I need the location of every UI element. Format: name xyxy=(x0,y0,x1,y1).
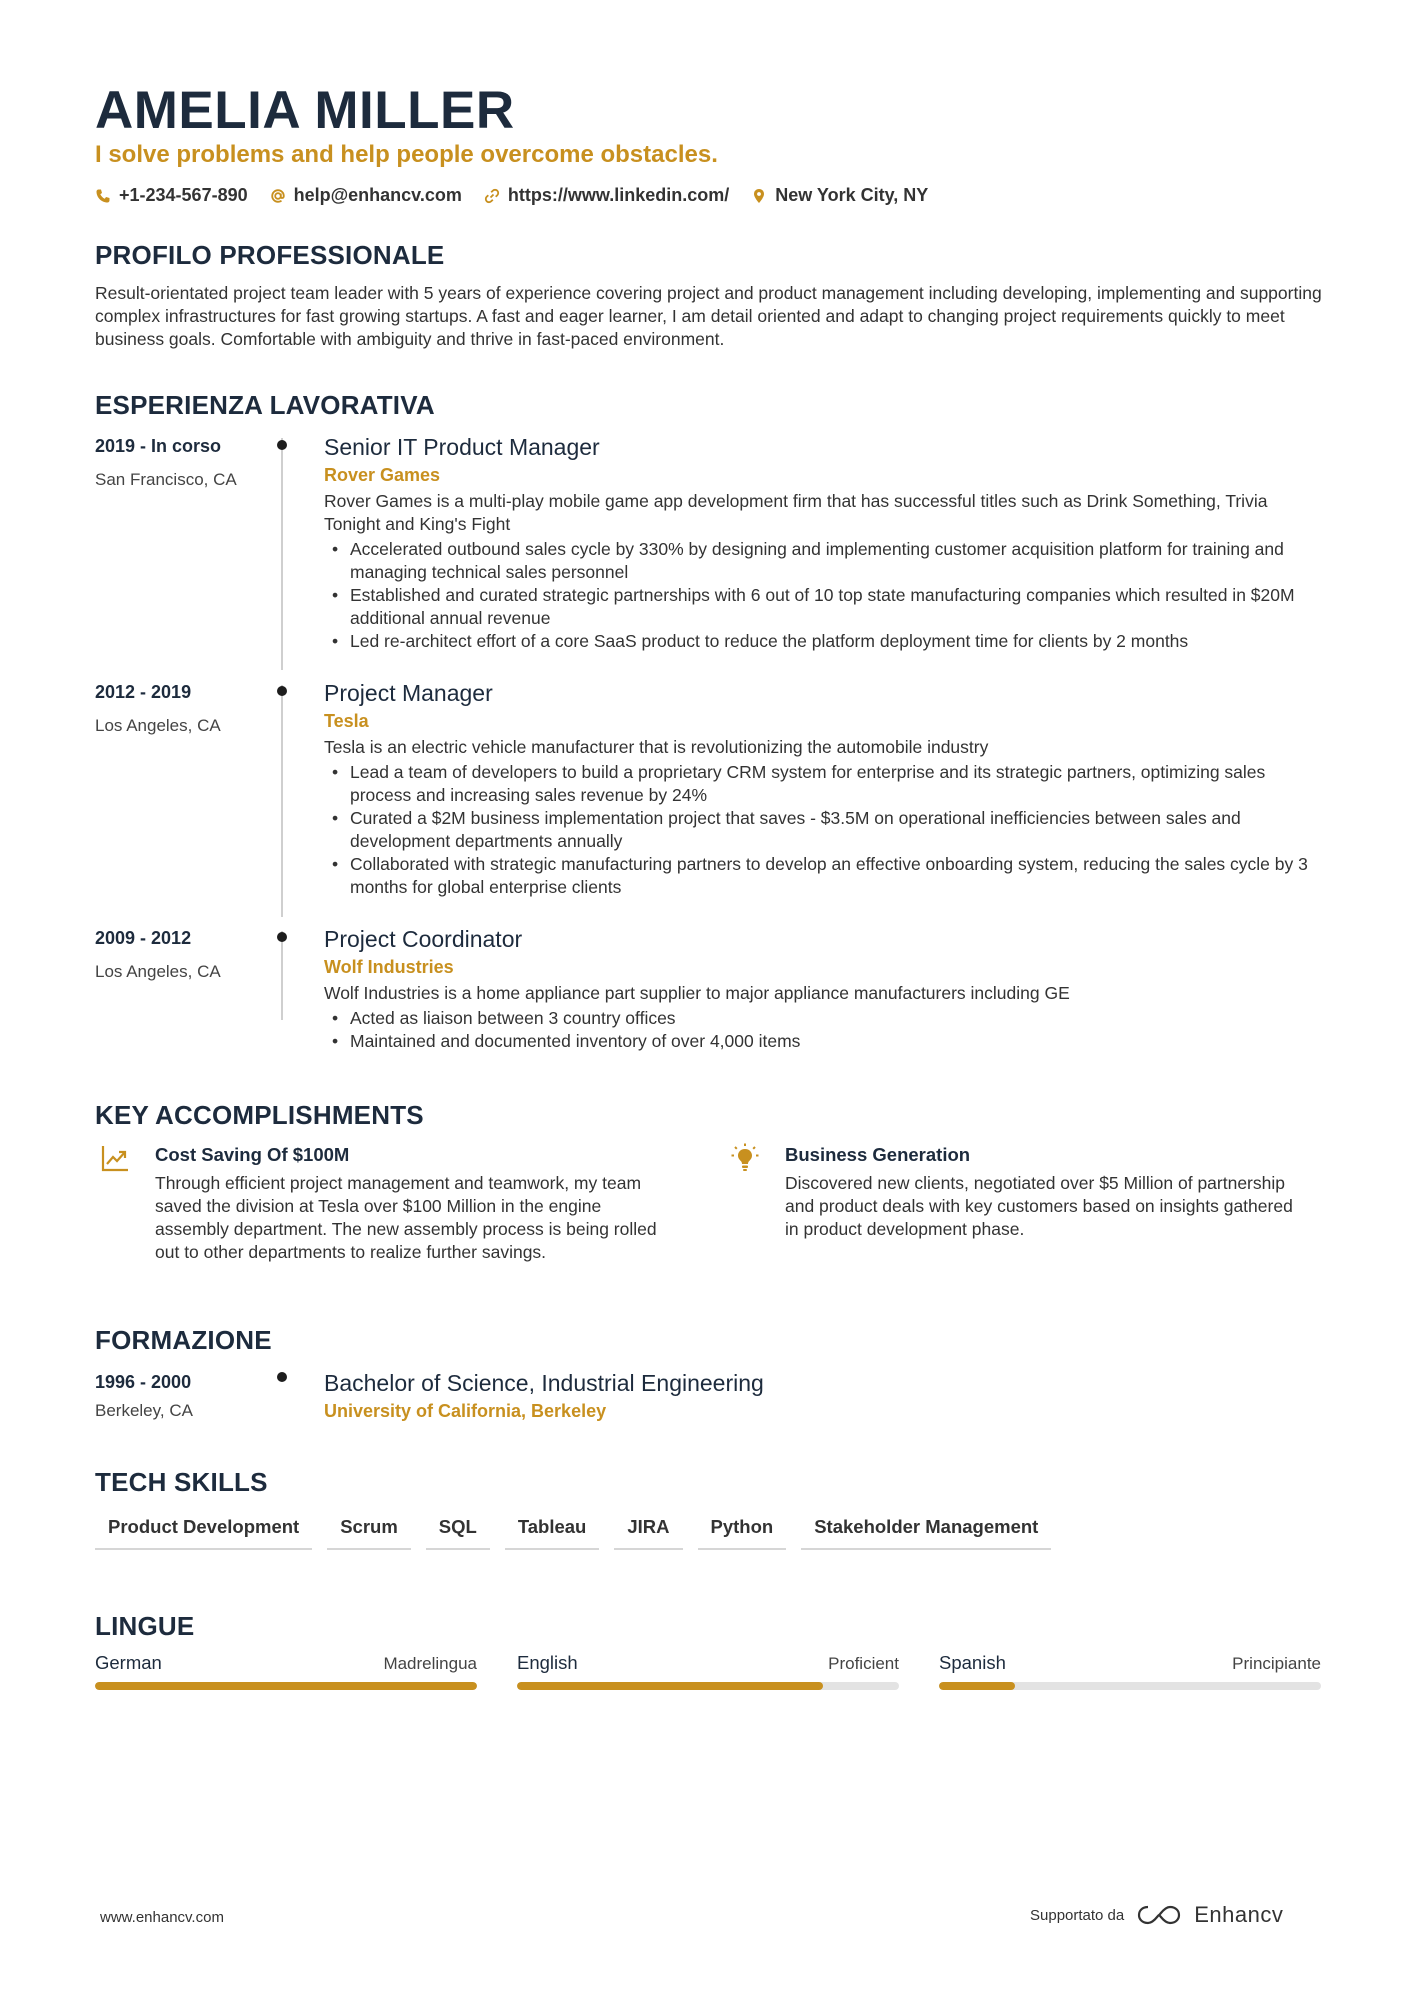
achievement-bullet: • Collaborated with strategic manufacturing partners to develop an effective onboarding system, reducing the sales cycle by 3 months for global enterprise clients xyxy=(324,853,1324,899)
timeline-line xyxy=(281,438,283,670)
achievement-bullet: • Accelerated outbound sales cycle by 330% by designing and implementing customer acquisition platform for training and managing technical sales personnel xyxy=(324,538,1324,584)
achievement-bullet: • Led re-architect effort of a core SaaS product to reduce the platform deployment time for clients by 2 months xyxy=(324,630,1324,653)
job-title: Senior IT Product Manager xyxy=(324,434,600,460)
contact-location-text: New York City, NY xyxy=(775,185,929,205)
language-name: English xyxy=(517,1652,578,1673)
skill-tag: Scrum xyxy=(327,1510,411,1550)
achievement-bullet: • Lead a team of developers to build a proprietary CRM system for enterprise and its strategic partners, optimizing sales process and increasing sales revenue by 24% xyxy=(324,761,1324,807)
language-level: Proficient xyxy=(828,1654,899,1673)
contact-phone-text: +1-234-567-890 xyxy=(119,185,248,205)
language-proficiency-fill xyxy=(95,1682,477,1690)
achievement-bullet: • Established and curated strategic partnerships with 6 out of 10 top state manufacturing companies which resulted in $20M additional annual revenue xyxy=(324,584,1324,630)
timeline-line xyxy=(281,685,283,917)
company-description: Rover Games is a multi-play mobile game app development firm that has successful titles such as Drink Something, Trivia Tonight and King's Fight xyxy=(324,491,1268,534)
language-name: German xyxy=(95,1652,162,1673)
summary-text: Result-orientated project team leader with 5 years of experience covering project and product management including developing, implementing and supporting complex infrastructures for fast growing startups. A fast and eager learner, I am detail oriented and adapt to changing project requirements quickly to meet business goals. Comfortable with ambiguity and thrive in fast-paced environment. xyxy=(95,283,1322,349)
language-proficiency-bar xyxy=(939,1682,1321,1690)
language-proficiency-fill xyxy=(517,1682,823,1690)
entry-date: 2019 - In corso xyxy=(95,436,222,456)
skill-tag: SQL xyxy=(426,1510,490,1550)
timeline-line xyxy=(281,931,283,1020)
entry-date: 2012 - 2019 xyxy=(95,682,192,702)
achievement-bullet: • Maintained and documented inventory of over 4,000 items xyxy=(324,1030,1324,1053)
school-name[interactable]: University of California, Berkeley xyxy=(324,1401,607,1421)
language-item xyxy=(939,1652,1321,1690)
phone-icon xyxy=(95,188,111,204)
entry-location: Los Angeles, CA xyxy=(95,716,221,735)
achievement-bullet: • Acted as liaison between 3 country offices xyxy=(324,1007,1324,1030)
achievement-list xyxy=(324,538,1324,653)
contact-linkedin[interactable] xyxy=(484,185,729,206)
entry-location: Berkeley, CA xyxy=(95,1401,193,1420)
skills-section-title: TECH SKILLS xyxy=(95,1467,268,1497)
achievement-list xyxy=(324,761,1324,899)
language-level: Madrelingua xyxy=(383,1654,477,1673)
job-title: Project Coordinator xyxy=(324,926,523,952)
lightbulb-icon xyxy=(729,1142,761,1174)
candidate-name: AMELIA MILLER xyxy=(95,81,515,140)
language-item xyxy=(95,1652,477,1690)
accomplishments-section-title: KEY ACCOMPLISHMENTS xyxy=(95,1100,424,1130)
company-description: Wolf Industries is a home appliance part supplier to major appliance manufacturers including GE xyxy=(324,983,1070,1003)
link-icon xyxy=(484,188,500,204)
skills-list xyxy=(95,1510,1051,1550)
company-name[interactable]: Wolf Industries xyxy=(324,957,454,977)
footer-website[interactable]: www.enhancv.com xyxy=(100,1909,224,1926)
skill-tag: Tableau xyxy=(505,1510,600,1550)
timeline-dot xyxy=(277,686,287,696)
contact-email-text: help@enhancv.com xyxy=(293,185,462,205)
enhancv-logo-icon xyxy=(1136,1903,1182,1927)
timeline-dot xyxy=(277,440,287,450)
language-item xyxy=(517,1652,899,1690)
degree-title: Bachelor of Science, Industrial Engineering xyxy=(324,1370,764,1396)
entry-date: 2009 - 2012 xyxy=(95,928,192,948)
achievement-bullet: • Curated a $2M business implementation project that saves - $3.5M on operational inefficiencies between sales and development departments annually xyxy=(324,807,1324,853)
accomplishment-text: Discovered new clients, negotiated over $5 Million of partnership and product deals with key customers based on insights gathered in product development phase. xyxy=(785,1173,1293,1239)
headline: I solve problems and help people overcome obstacles. xyxy=(95,141,718,168)
skill-tag: Python xyxy=(698,1510,787,1550)
languages-section-title: LINGUE xyxy=(95,1611,195,1641)
brand-name: Enhancv xyxy=(1194,1902,1284,1927)
contact-location xyxy=(751,185,928,206)
footer-branding xyxy=(1030,1902,1283,1928)
skill-tag: Product Development xyxy=(95,1510,312,1550)
accomplishment-title: Cost Saving Of $100M xyxy=(155,1144,350,1165)
timeline-dot xyxy=(277,932,287,942)
language-proficiency-fill xyxy=(939,1682,1015,1690)
skill-tag: Stakeholder Management xyxy=(801,1510,1051,1550)
entry-location: San Francisco, CA xyxy=(95,470,237,489)
accomplishment-text: Through efficient project management and teamwork, my team saved the division at Tesla over $100 Million in the engine assembly department. The new assembly process is being rolled out to other departments to realize further savings. xyxy=(155,1173,657,1262)
location-pin-icon xyxy=(751,188,767,204)
job-title: Project Manager xyxy=(324,680,493,706)
contact-row xyxy=(95,185,928,206)
contact-email[interactable] xyxy=(270,185,462,206)
languages-list xyxy=(95,1652,1321,1690)
timeline-dot xyxy=(277,1372,287,1382)
language-name: Spanish xyxy=(939,1652,1006,1673)
company-name[interactable]: Rover Games xyxy=(324,465,441,485)
contact-phone[interactable] xyxy=(95,185,248,206)
chart-trend-icon xyxy=(99,1142,131,1174)
accomplishment-title: Business Generation xyxy=(785,1144,971,1165)
entry-body xyxy=(324,1368,1324,1424)
entry-body xyxy=(324,678,1324,899)
company-name[interactable]: Tesla xyxy=(324,711,369,731)
language-proficiency-bar xyxy=(517,1682,899,1690)
powered-by-label: Supportato da xyxy=(1030,1906,1125,1924)
at-icon xyxy=(270,188,286,204)
education-section-title: FORMAZIONE xyxy=(95,1325,272,1355)
entry-date: 1996 - 2000 xyxy=(95,1372,192,1392)
achievement-list xyxy=(324,1007,1324,1053)
skill-tag: JIRA xyxy=(614,1510,682,1550)
contact-linkedin-text: https://www.linkedin.com/ xyxy=(507,185,730,205)
company-description: Tesla is an electric vehicle manufacturer that is revolutionizing the automobile industry xyxy=(324,737,989,757)
entry-body xyxy=(324,924,1324,1053)
summary-section-title: PROFILO PROFESSIONALE xyxy=(95,240,445,270)
language-level: Principiante xyxy=(1232,1654,1321,1673)
experience-section-title: ESPERIENZA LAVORATIVA xyxy=(95,390,435,420)
language-proficiency-bar xyxy=(95,1682,477,1690)
entry-location: Los Angeles, CA xyxy=(95,962,221,981)
entry-body xyxy=(324,432,1324,653)
